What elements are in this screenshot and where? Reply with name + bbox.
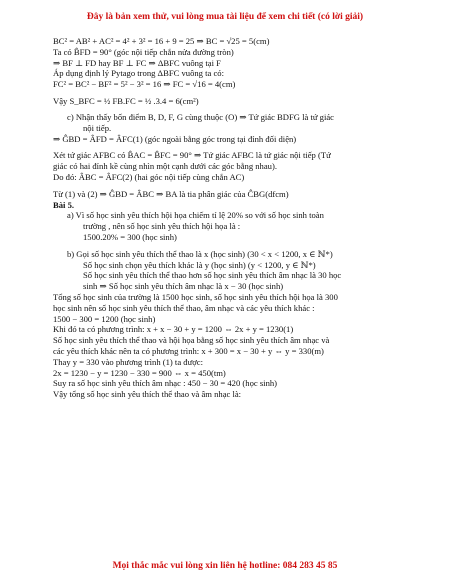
text-line: Do đó: ÂBC = ÂFC(2) (hai góc nội tiếp cùng chắn AC) xyxy=(53,171,245,182)
preview-banner: Đây là bản xem thử, vui lòng mua tài liệu để xem chi tiết (có lời giải) xyxy=(86,12,364,22)
text-line: Tổng số học sinh của trường là 1500 học sinh, số học sinh yêu thích hội họa là 300 xyxy=(53,291,338,302)
text-line: các yêu thích khác nên ta có phương trình: x + 300 = x − 30 + y ⇔ y = 330(m) xyxy=(53,345,324,356)
text-line: trường , nên số học sinh yêu thích hội họa là : xyxy=(83,221,241,232)
text-line: FC² = BC² − BF² = 5² − 3² = 16 ⇒ FC = √16 = 4(cm) xyxy=(53,79,236,90)
text-line: b) Gọi số học sinh yêu thích thể thao là x (học sinh) (30 < x < 1200, x ∈ ℕ*) xyxy=(67,248,333,259)
text-line: BC² = AB² + AC² = 4² + 3² = 16 + 9 = 25 ⇒ BC = √25 = 5(cm) xyxy=(53,36,270,46)
text-line: ⇒ ĜBD = ÂFD = ÂFC(1) (góc ngoài bằng góc trong tại đỉnh đối diện) xyxy=(53,133,297,144)
text-line: Số học sinh yêu thích thể thao và hội họa bằng số học sinh yêu thích âm nhạc và xyxy=(53,335,330,346)
text-line: giác có hai đỉnh kề cùng nhìn một cạnh dưới các góc bằng nhau). xyxy=(53,161,277,172)
text-line: nội tiếp. xyxy=(83,122,112,133)
text-line: Vậy S_BFC = ½ FB.FC = ½ .3.4 = 6(cm²) xyxy=(53,95,199,106)
text-line: học sinh nên số học sinh yêu thích thể thao, âm nhạc và các yêu thích khác : xyxy=(53,302,315,313)
text-line: Từ (1) và (2) ⇒ ĜBD = ÂBC ⇒ BA là tia phân giác của ĈBG(dfcm) xyxy=(53,188,289,199)
text-line: Thay y = 330 vào phương trình (1) ta được: xyxy=(53,356,203,367)
text-line: Áp dụng định lý Pytago trong ΔBFC vuông ta có: xyxy=(53,68,224,79)
text-line: Khi đó ta có phương trình: x + x − 30 + y = 1200 ⇔ 2x + y = 1230(1) xyxy=(53,324,294,335)
hotline-banner: Mọi thắc mắc vui lòng xin liên hệ hotline: 084 283 45 85 xyxy=(112,561,338,571)
text-line: Số học sinh chọn yêu thích khác là y (học sinh) (y < 1200, y ∈ ℕ*) xyxy=(83,259,316,270)
text-line: Ta có B̂FD = 90° (góc nội tiếp chắn nửa đường tròn) xyxy=(53,46,234,57)
text-line: Số học sinh yêu thích thể thao hơn số học sinh yêu thích âm nhạc là 30 học xyxy=(83,270,342,281)
text-line: 1500.20% = 300 (học sinh) xyxy=(83,231,177,242)
section-heading: Bài 5. xyxy=(53,199,75,210)
text-line: sinh ⇒ Số học sinh yêu thích âm nhạc là x − 30 (học sinh) xyxy=(83,281,284,292)
text-line: c) Nhận thấy bốn điểm B, D, F, G cùng thuộc (O) ⇒ Tứ giác BDFG là tứ giác xyxy=(67,111,334,122)
text-line: Suy ra số học sinh yêu thích âm nhạc : 450 − 30 = 420 (học sinh) xyxy=(53,378,278,389)
text-line: a) Vì số học sinh yêu thích hội họa chiếm tỉ lệ 20% so với số học sinh toàn xyxy=(67,210,324,221)
document-body xyxy=(53,36,433,400)
text-line: 1500 − 300 = 1200 (học sinh) xyxy=(53,313,156,324)
text-line: Vậy tổng số học sinh yêu thích thể thao và âm nhạc là: xyxy=(53,389,242,400)
text-line: 2x = 1230 − y = 1230 − 330 = 900 ⇔ x = 450(tm) xyxy=(53,367,226,378)
text-line: Xét tứ giác AFBC có B̂AC = B̂FC = 90° ⇒ Tứ giác AFBC là tứ giác nội tiếp (Tứ xyxy=(53,150,331,161)
text-line: ⇒ BF ⊥ FD hay BF ⊥ FC ⇒ ΔBFC vuông tại F xyxy=(53,57,221,68)
